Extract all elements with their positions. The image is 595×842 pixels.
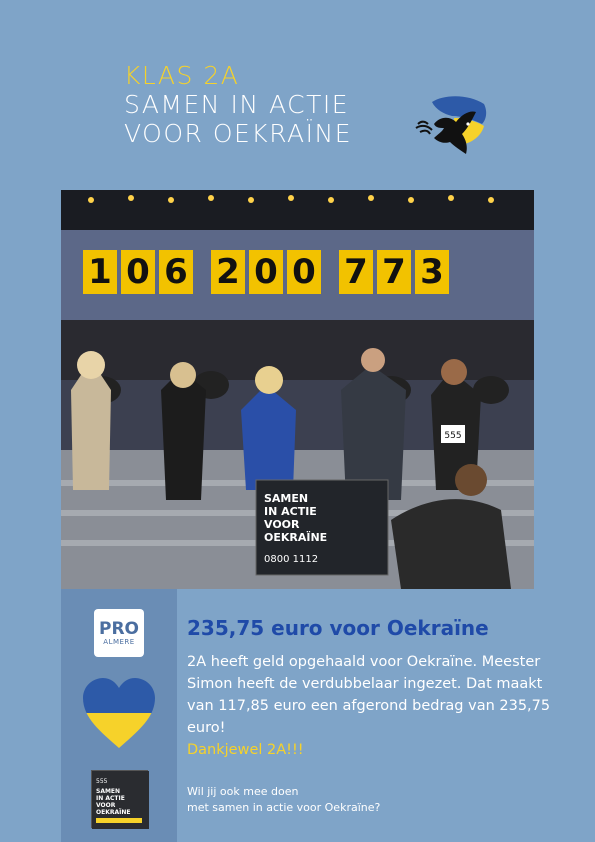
body-text [187, 651, 567, 761]
thanks-text: Dankjewel 2A!!! [187, 742, 304, 758]
svg-text:IN ACTIE: IN ACTIE [96, 795, 125, 802]
campaign-title-line2: VOOR OEKRAÏNE [124, 119, 353, 148]
pro-almere-logo [94, 609, 144, 657]
svg-text:OEKRAÏNE: OEKRAÏNE [96, 809, 131, 816]
badge-555: 555 [444, 431, 462, 441]
header [124, 62, 424, 148]
svg-text:SAMEN: SAMEN [264, 492, 309, 505]
body-paragraph: 2A heeft geld opgehaald voor Oekraïne. Meester Simon heeft de verdubbelaar ingezet. Dat maakt van 117,85 euro een afgerond bedrag van 235,75 euro! [187, 654, 551, 736]
call-to-action [187, 784, 547, 816]
counter-digit: 3 [415, 250, 449, 294]
counter-digit: 7 [377, 250, 411, 294]
headline: 235,75 euro voor Oekraïne [187, 616, 489, 640]
svg-text:VOOR: VOOR [96, 802, 116, 809]
counter-digit: 7 [339, 250, 373, 294]
svg-text:VOOR: VOOR [264, 518, 300, 531]
dove-peace-icon [414, 94, 490, 160]
question-line2: met samen in actie voor Oekraïne? [187, 801, 381, 814]
logo-almere-text: ALMERE [103, 638, 135, 646]
sign-number: 0800 1112 [264, 554, 319, 565]
counter-digit: 0 [121, 250, 155, 294]
question-line1: Wil jij ook mee doen [187, 785, 299, 798]
svg-text:OEKRAÏNE: OEKRAÏNE [264, 531, 328, 544]
campaign-thumbnail [91, 770, 148, 828]
thumb-badge: 555 [96, 778, 108, 785]
class-title: KLAS 2A [124, 61, 240, 90]
counter-digit: 1 [83, 250, 117, 294]
ukraine-heart-icon [81, 676, 157, 750]
campaign-title-line1: SAMEN IN ACTIE [124, 90, 350, 119]
counter-digit: 2 [211, 250, 245, 294]
counter-digit: 6 [159, 250, 193, 294]
counter-digit: 0 [287, 250, 321, 294]
logo-pro-text: PRO [98, 619, 139, 639]
donation-counter [83, 250, 534, 294]
telethon-photo [61, 190, 534, 589]
svg-text:SAMEN: SAMEN [96, 788, 121, 795]
svg-text:IN ACTIE: IN ACTIE [264, 505, 317, 518]
counter-digit: 0 [249, 250, 283, 294]
